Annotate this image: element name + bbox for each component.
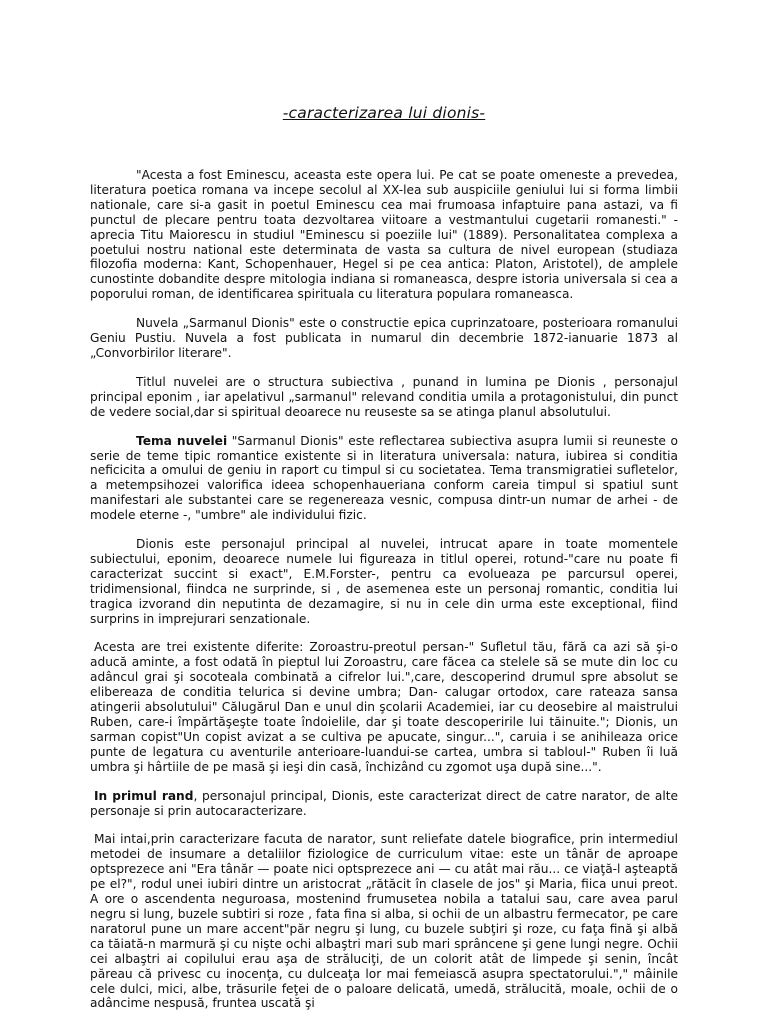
paragraph-text: Nuvela „Sarmanul Dionis" este o constructie epica cuprinzatoare, posterioara romanului Geniu Pustiu. Nuvela a fost publicata in numarul din decembrie 1872-ianuarie 1873 al „Convorbirilor literare". (90, 316, 678, 360)
paragraph-dionis-personaj (90, 537, 678, 626)
paragraph-lead-bold: Tema nuvelei (136, 433, 228, 448)
paragraph-text: Titlul nuvelei are o structura subiectiva , punand in lumina pe Dionis , personajul principal eponim , iar apelativul „sarmanul" relevand conditia umila a protagonistului, din punct de vedere social,dar si spiritual deoarece nu reuseste sa se atinga planul absolutului. (90, 374, 678, 419)
paragraph-nuvela (90, 316, 678, 361)
paragraph-text: "Sarmanul Dionis" este reflectarea subiectiva asupra lumii si reuneste o serie de teme tipic romantice existente si in literatura universala: natura, iubirea si conditia neficicita a omului de geniu in raport cu timpul si cu societatea. Tema transmigratiei sufletelor, a metempsihozei valorifica ideea schopenhaueriana conform careia timpul si spatiul sunt manifestari ale substantei care se regenereaza vesnic, compusa dintr-un numar de arhei - de modele eterne -, "umbre" ale individului fizic. (90, 433, 678, 523)
paragraph-tema (90, 434, 678, 523)
document-body (90, 168, 678, 1025)
paragraph-eminescu-quote (90, 168, 678, 302)
paragraph-text: , personajul principal, Dionis, este caracterizat direct de catre narator, de alte personaje si prin autocaracterizare. (90, 788, 678, 818)
paragraph-in-primul-rand (90, 789, 678, 819)
paragraph-text: Acesta are trei existente diferite: Zoroastru-preotul persan-" Sufletul tău, fără ca azi să şi-o aducă aminte, a fost odată în pieptul lui Zoroastru, care făcea ca stelele să se mute din loc cu adâncul grai şi socoteala combinată a cifrelor lui.",care, descoperind drumul spre absolut se elibereaza de conditia telurica si devine umbra; Dan- calugar ortodox, care rateaza sansa atingerii absolutului" Călugărul Dan e unul din şcolarii Academiei, iar cu deosebire al maistrului Ruben, care-i împărtăşeşte toate îndoielile, dar şi toate descoperirile lui tăinuite."; Dionis, un sarman copist"Un copist avizat a se cultiva pe apucate, singur...", caruia i se anihileaza orice punte de legatura cu aventurile anterioare-luandui-se cartea, umbra si tabloul-" Ruben îi luă umbra şi hârtiile de pe masă şi ieşi din casă, închizând cu zgomot uşa după sine...". (90, 640, 678, 774)
paragraph-trei-existente (90, 640, 678, 774)
paragraph-text: "Acesta a fost Eminescu, aceasta este opera lui. Pe cat se poate omeneste a prevedea, literatura poetica romana va incepe secolul al XX-lea sub auspiciile geniului lui si forma limbii nationale, care si-a gasit in poetul Eminescu cea mai frumoasa infaptuire pana astazi, va fi punctul de plecare pentru toata dezvoltarea viitoare a vestmantului cugetarii romanesti." - aprecia Titu Maiorescu in studiul "Eminescu si poeziile lui" (1889). Personalitatea complexa a poetului nostru national este determinata de vasta sa cultura de nivel european (studiaza filozofia moderna: Kant, Schopenhauer, Hegel si pe cea antica: Platon, Aristotel), de amplele cunostinte dobandite despre mitologia indiana si romaneasca, despre istoria universala si cea a poporului roman, de identificarea spirituala cu literatura populara romaneasca. (90, 168, 678, 302)
document-title: -caracterizarea lui dionis- (282, 104, 486, 122)
paragraph-text: Mai intai,prin caracterizare facuta de narator, sunt reliefate datele biografice, prin intermediul metodei de insumare a detaliilor fiziologice de curriculum vitae: este un tânăr de aproape optsprezece ani "Era tânăr — poate nici optsprezece ani — cu atât mai rău... ce viaţă-l aşteaptă pe el?", rodul unei iubiri dintre un aristocrat „rătăcit în clasele de jos" şi Maria, fiica unui preot. A ore o ascendenta neguroasa, mostenind frumusetea nobila a tatalui sau, care avea parul negru si lung, buzele subtiri si roze , fata fina si alba, si ochii de un albastru fermecator, pe care naratorul pune un mare accent"păr negru şi lung, cu buzele subţiri şi roze, cu faţa fină şi albă ca tăiată-n marmură şi cu nişte ochi albaştri mari sub mari sprâncene şi gene lungi negre. Ochii cei albaştri ai copilului erau aşa de străluciţi, de un colorit atât de limpede şi senin, încât păreau că privesc cu inocenţa, cu dulceaţa lor mai femeiască asupra spectatorului."," mâinile cele dulci, mici, albe, trăsurile feţei de o paloare delicată, umedă, strălucită, moale, ochii de o adâncime nespusă, fruntea uscată şi (90, 832, 678, 1011)
paragraph-titlul (90, 375, 678, 420)
paragraph-text: Dionis este personajul principal al nuvelei, intrucat apare in toate momentele subiectului, eponim, deoarece numele lui figureaza in titlul operei, rotund-"care nu poate fi caracterizat succint si exact", E.M.Forster-, pentru ca evolueaza pe parcursul operei, tridimensional, fiindca ne surprinde, si , de asemenea este un personaj romantic, conditia lui tragica izvorand din neputinta de dezamagire, si nu in cele din urma este exceptional, fiind surprins in imprejurari senzationale. (90, 537, 678, 626)
paragraph-lead-bold: In primul rand (94, 788, 194, 803)
paragraph-mai-intai (90, 832, 678, 1011)
